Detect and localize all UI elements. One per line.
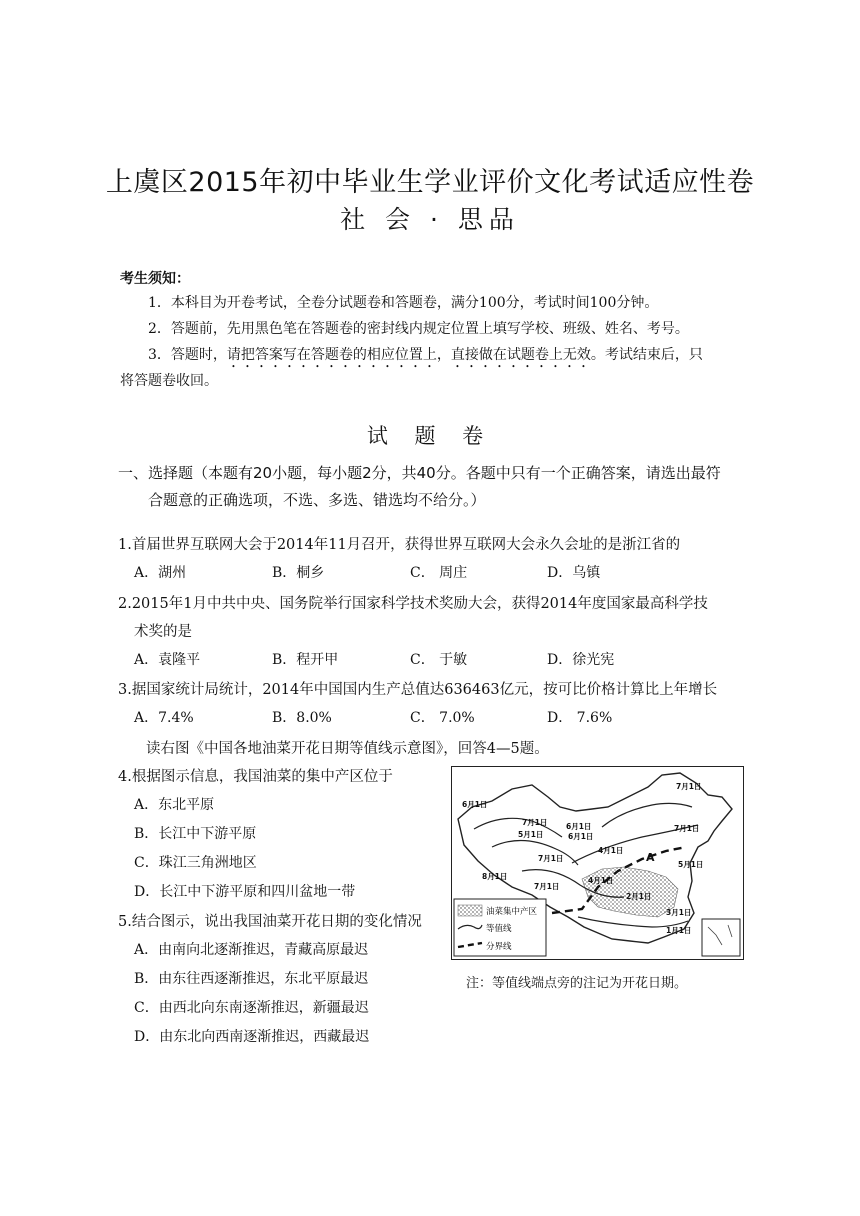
legend-label-boundary: 分界线 [486, 942, 512, 952]
question-3-option-a: A．7.4% [134, 710, 194, 726]
question-5-option-a: A．由南向北逐渐推迟，青藏高原最迟 [134, 942, 369, 958]
notice-item-3-part-a: 3．答题时， [148, 347, 227, 363]
question-2-stem: 2.2015年1月中共中央、国务院举行国家科学技术奖励大会，获得2014年度国家最高科学技 [118, 596, 708, 612]
isoline-label: 7月1日 [538, 854, 564, 863]
legend-label-isoline: 等值线 [486, 924, 512, 934]
isoline-label: 6月1日 [568, 832, 594, 841]
region-label-a: A [646, 851, 655, 864]
question-1-option-c: C． 周庄 [410, 565, 468, 581]
question-1-option-a: A．湖州 [134, 565, 187, 581]
isoline-label: 6月1日 [462, 800, 488, 809]
isoline-label: 2月1日 [626, 892, 652, 901]
notice-item-3-emphasis: 请把答案写在答题卷的相应位置上，直接做在试题卷上无效 [226, 347, 591, 363]
notice-item-3-part-b: 。考试结束后，只 [590, 347, 703, 363]
rapeseed-flowering-map [451, 766, 744, 960]
question-5-option-d: D．由东北向西南逐渐推迟，西藏最迟 [134, 1029, 370, 1045]
isoline-label: 6月1日 [566, 822, 592, 831]
isoline-label: 7月1日 [522, 818, 548, 827]
notice-item-3-cont: 将答题卷收回。 [120, 373, 218, 389]
part1-instructions-line2: 合题意的正确选项，不选、多选、错选均不给分。） [148, 491, 486, 509]
isoline-label: 7月1日 [676, 782, 702, 791]
question-4-stem: 4.根据图示信息，我国油菜的集中产区位于 [118, 769, 393, 785]
isoline-label: 1月1日 [666, 926, 692, 935]
subject-title: 社 会 · 思品 [340, 205, 520, 234]
map-caption: 注：等值线端点旁的注记为开花日期。 [466, 976, 688, 991]
isoline-label: 7月1日 [534, 882, 560, 891]
question-2-stem-cont: 术奖的是 [134, 624, 192, 640]
isoline-label: 5月1日 [678, 860, 704, 869]
notice-heading: 考生须知： [120, 271, 190, 287]
question-4-option-b: B．长江中下游平原 [134, 826, 257, 842]
question-2-option-a: A．袁隆平 [134, 652, 201, 668]
isoline-label: 4月1日 [588, 876, 614, 885]
question-3-option-c: C． 7.0% [410, 710, 475, 726]
question-3-option-d: D． 7.6% [547, 710, 613, 726]
section-title: 试 题 卷 [366, 424, 494, 448]
question-5-stem: 5.结合图示，说出我国油菜开花日期的变化情况 [118, 914, 422, 930]
question-2-option-c: C． 于敏 [410, 652, 468, 668]
question-4-option-c: C．珠江三角洲地区 [134, 855, 257, 871]
notice-item-2: 2．答题前，先用黑色笔在答题卷的密封线内规定位置上填写学校、班级、姓名、考号。 [148, 321, 689, 337]
question-4-option-d: D．长江中下游平原和四川盆地一带 [134, 884, 356, 900]
isoline-label: 7月1日 [674, 824, 700, 833]
map-drawing [452, 767, 742, 958]
question-1-option-b: B．桐乡 [272, 565, 325, 581]
page-title: 上虞区2015年初中毕业生学业评价文化考试适应性卷 [105, 167, 755, 198]
notice-item-3 [148, 344, 703, 371]
isoline-label: 8月1日 [482, 872, 508, 881]
question-5-option-b: B．由东往西逐渐推迟，东北平原最迟 [134, 971, 369, 987]
isoline-label: 5月1日 [518, 830, 544, 839]
legend-label-region: 油菜集中产区 [486, 907, 538, 917]
question-3-option-b: B．8.0% [272, 710, 332, 726]
question-2-option-d: D．徐光宪 [547, 652, 615, 668]
question-5-option-c: C．由西北向东南逐渐推迟，新疆最迟 [134, 1000, 369, 1016]
question-1-stem: 1.首届世界互联网大会于2014年11月召开，获得世界互联网大会永久会址的是浙江省的 [118, 537, 681, 553]
question-3-stem: 3.据国家统计局统计，2014年中国国内生产总值达636463亿元，按可比价格计算比上年增长 [118, 682, 718, 698]
question-2-option-b: B．程开甲 [272, 652, 339, 668]
question-4-option-a: A．东北平原 [134, 797, 215, 813]
part1-instructions-line1: 一、选择题（本题有20小题，每小题2分，共40分。各题中只有一个正确答案，请选出最符 [118, 464, 721, 482]
isoline-label: 3月1日 [666, 908, 692, 917]
isoline-label: 4月1日 [598, 846, 624, 855]
notice-item-1: 1．本科目为开卷考试，全卷分试题卷和答题卷，满分100分，考试时间100分钟。 [148, 295, 659, 311]
question-1-option-d: D．乌镇 [547, 565, 601, 581]
map-intro: 读右图《中国各地油菜开花日期等值线示意图》，回答4—5题。 [146, 741, 549, 757]
